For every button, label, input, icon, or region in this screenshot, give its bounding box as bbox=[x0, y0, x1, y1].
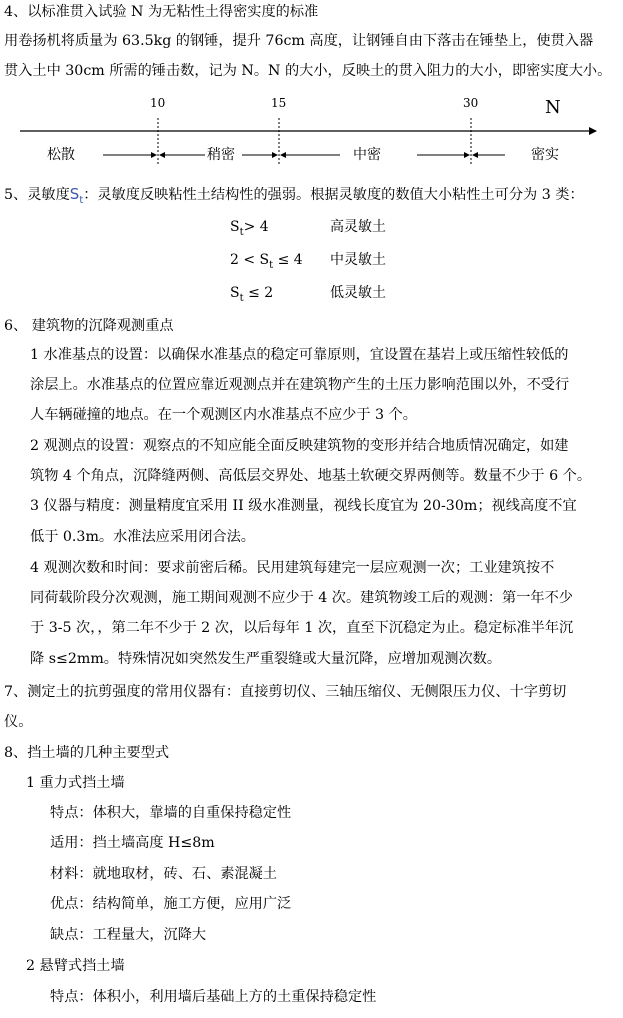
axis-graphic bbox=[0, 92, 623, 172]
gravity-wall-applicable: 适用：挡土墙高度 H≤8m bbox=[50, 835, 215, 851]
formula-3-post: ≤ 2 bbox=[243, 285, 274, 301]
zone-label-loose: 松散 bbox=[47, 147, 75, 163]
section-6-line: 人车辆碰撞的地点。在一个观测区内水准基点不应少于 3 个。 bbox=[30, 407, 417, 423]
formula-2-sub: t bbox=[269, 259, 274, 271]
cantilever-wall-heading: 2 悬臂式挡土墙 bbox=[26, 958, 125, 974]
sensitivity-label-high: 高灵敏土 bbox=[330, 219, 386, 235]
section-4-paragraph-line-2: 贯入土中 30cm 所需的锤击数，记为 N。N 的大小，反映土的贯入阻力的大小，即密实度大小。 bbox=[4, 63, 612, 79]
tick-label-15: 15 bbox=[271, 96, 287, 110]
formula-1-pre: S bbox=[230, 219, 240, 235]
sensitivity-label-low: 低灵敏土 bbox=[330, 285, 386, 301]
axis-label-n: N bbox=[545, 97, 561, 118]
sensitivity-formula-1 bbox=[230, 218, 269, 242]
formula-1-sub: t bbox=[239, 226, 244, 238]
section-6-line: 降 s≤2mm。特殊情况如突然发生严重裂缝或大量沉降，应增加观测次数。 bbox=[30, 651, 502, 667]
gravity-wall-advantage: 优点：结构简单，施工方便，应用广泛 bbox=[50, 896, 292, 912]
section-6-line: 2 观测点的设置：观察点的不知应能全面反映建筑物的变形并结合地质情况确定，如建 bbox=[30, 438, 569, 454]
zone-label-medium-dense: 中密 bbox=[353, 147, 381, 163]
gravity-wall-feature: 特点：体积大，靠墙的自重保持稳定性 bbox=[50, 805, 292, 821]
section-6-line: 4 观测次数和时间：要求前密后稀。民用建筑每建完一层应观测一次；工业建筑按不 bbox=[30, 560, 555, 576]
formula-2-pre: 2 < S bbox=[230, 252, 270, 268]
formula-3-sub: t bbox=[239, 292, 244, 304]
section-7-line-1: 7、测定土的抗剪强度的常用仪器有：直接剪切仪、三轴压缩仪、无侧限压力仪、十字剪切 bbox=[4, 684, 567, 700]
section-6-line: 3 仪器与精度：测量精度宜采用 II 级水准测量，视线长度宜为 20-30m；视线高度不宜 bbox=[30, 498, 577, 514]
formula-3-pre: S bbox=[230, 285, 240, 301]
section-4-title: 4、以标准贯入试验 N 为无粘性土得密实度的标准 bbox=[4, 4, 319, 20]
sensitivity-label-medium: 中灵敏土 bbox=[330, 252, 386, 268]
sensitivity-formula-3 bbox=[230, 284, 273, 308]
section-6-title: 6、 建筑物的沉降观测重点 bbox=[4, 318, 174, 334]
section-6-line: 低于 0.3m。水准法应采用闭合法。 bbox=[30, 529, 255, 545]
section-7-line-2: 仪。 bbox=[4, 714, 33, 730]
section-6-line: 筑物 4 个角点，沉降缝两侧、高低层交界处、地基土软硬交界两侧等。数量不少于 6 个。 bbox=[30, 468, 592, 484]
sensitivity-symbol-main: S bbox=[69, 185, 80, 203]
sensitivity-symbol bbox=[69, 185, 84, 206]
gravity-wall-disadvantage: 缺点：工程量大，沉降大 bbox=[50, 927, 207, 943]
sensitivity-symbol-sub: t bbox=[79, 195, 84, 206]
section-6-line: 涂层上。水准基点的位置应靠近观测点并在建筑物产生的土压力影响范围以外，不受行 bbox=[30, 377, 570, 393]
section-5-title bbox=[4, 185, 584, 210]
tick-label-30: 30 bbox=[463, 96, 479, 110]
section-5-title-prefix: 5、灵敏度 bbox=[4, 187, 70, 203]
zone-label-slightly-dense: 稍密 bbox=[207, 147, 235, 163]
section-6-line: 1 水准基点的设置：以确保水准基点的稳定可靠原则，宜设置在基岩上或压缩性较低的 bbox=[30, 347, 569, 363]
section-6-line: 同荷载阶段分次观测，施工期间观测不应少于 4 次。建筑物竣工后的观测：第一年不少 bbox=[30, 590, 573, 606]
gravity-wall-material: 材料：就地取材，砖、石、素混凝土 bbox=[50, 866, 278, 882]
zone-label-dense: 密实 bbox=[531, 147, 559, 163]
section-4-paragraph-line-1: 用卷扬机将质量为 63.5kg 的钢锤，提升 76cm 高度，让钢锤自由下落击在锤垫上，使贯入器 bbox=[4, 33, 594, 49]
formula-2-post: ≤ 4 bbox=[273, 252, 303, 268]
sensitivity-formula-2 bbox=[230, 251, 303, 275]
section-8-title: 8、挡土墙的几种主要型式 bbox=[4, 745, 170, 761]
tick-label-10: 10 bbox=[150, 96, 166, 110]
cantilever-wall-feature: 特点：体积小，利用墙后基础上方的土重保持稳定性 bbox=[50, 989, 377, 1005]
section-5-title-rest: ：灵敏度反映粘性土结构性的强弱。根据灵敏度的数值大小粘性土可分为 3 类： bbox=[83, 187, 584, 203]
gravity-wall-heading: 1 重力式挡土墙 bbox=[26, 775, 125, 791]
formula-1-post: > 4 bbox=[243, 219, 269, 235]
section-6-line: 于 3-5 次，，第二年不少于 2 次，以后每年 1 次，直至下沉稳定为止。稳定标准半年沉 bbox=[30, 620, 574, 636]
